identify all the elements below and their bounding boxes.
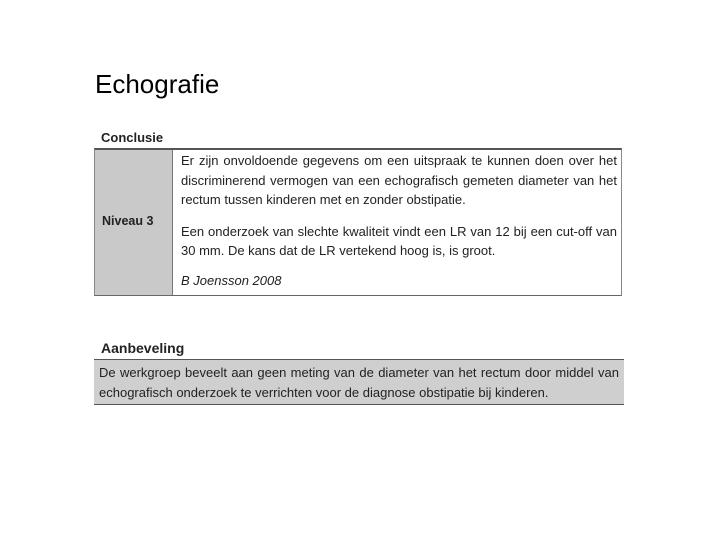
conclusie-source: B Joensson 2008 — [181, 272, 282, 288]
conclusie-body — [173, 150, 621, 295]
slide-title: Echografie — [95, 69, 220, 100]
conclusie-paragraph-1: Er zijn onvoldoende gegevens om een uitspraak te kunnen doen over het discriminerend vermogen van een echografisch gemeten diameter van het rectum tussen kinderen met en zonder obstipatie. — [181, 153, 617, 207]
aanbeveling-text: De werkgroep beveelt aan geen meting van de diameter van het rectum door middel van echografisch onderzoek te verrichten voor de diagnose obstipatie bij kinderen. — [94, 359, 624, 405]
conclusie-heading: Conclusie — [101, 130, 164, 145]
conclusie-table — [94, 148, 622, 296]
evidence-level-cell — [95, 150, 173, 295]
evidence-level-label: Niveau 3 — [102, 214, 154, 228]
aanbeveling-heading: Aanbeveling — [101, 340, 185, 356]
conclusie-paragraph-2: Een onderzoek van slechte kwaliteit vindt een LR van 12 bij een cut-off van 30 mm. De kans dat de LR vertekend hoog is, is groot. — [181, 223, 617, 258]
